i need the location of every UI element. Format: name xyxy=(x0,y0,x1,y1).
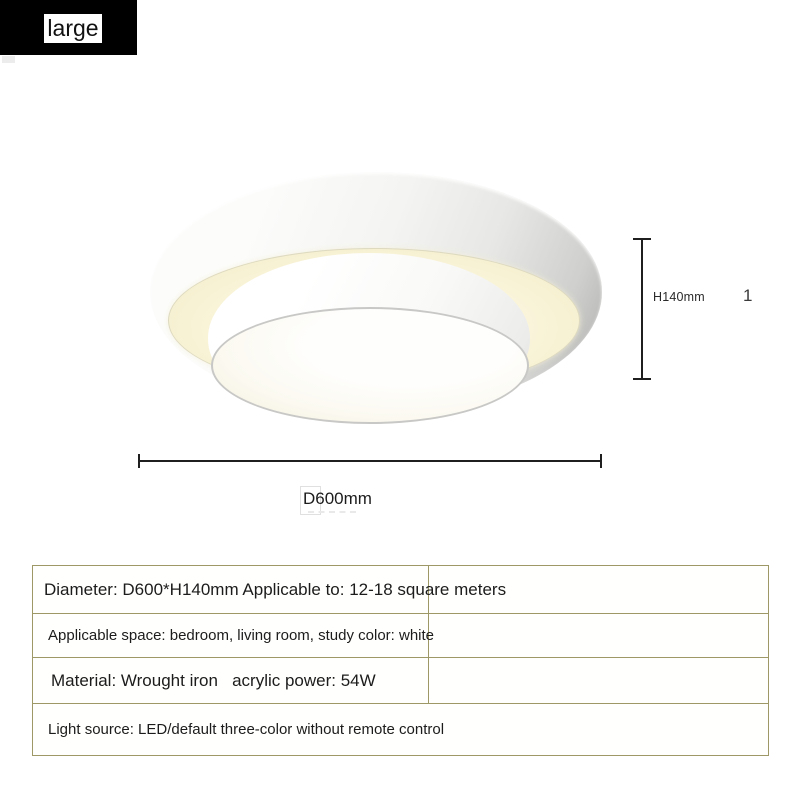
spec-row-text: Diameter: D600*H140mm Applicable to: 12-18 square meters xyxy=(44,579,507,599)
spec-row-diameter xyxy=(33,566,768,614)
spec-row-material xyxy=(33,658,768,704)
height-dim-line xyxy=(641,239,643,379)
spec-table xyxy=(32,565,769,756)
spec-row-text: Light source: LED/default three-color without remote control xyxy=(48,721,445,738)
spec-row-light-source xyxy=(33,704,768,755)
watermark-dashes xyxy=(308,511,356,513)
diameter-dim-cap-right xyxy=(600,454,602,468)
size-tag[interactable] xyxy=(0,0,137,55)
diameter-dim-label: D600mm xyxy=(303,489,372,508)
artifact-patch xyxy=(2,56,15,63)
diameter-dim-line xyxy=(139,460,601,462)
size-tag-label: large xyxy=(44,14,102,43)
product-image xyxy=(148,170,608,430)
height-dim-cap-bottom xyxy=(633,378,651,380)
spec-row-text: Applicable space: bedroom, living room, study color: white xyxy=(48,627,435,644)
spec-row-text: Material: Wrought iron acrylic power: 54W xyxy=(51,670,376,690)
stray-mark: 1 xyxy=(743,286,753,305)
lamp-inner-face xyxy=(211,307,529,424)
spec-row-space xyxy=(33,614,768,658)
height-dim-label: H140mm xyxy=(653,290,705,304)
height-dim-cap-top xyxy=(633,238,651,240)
diameter-dim-cap-left xyxy=(138,454,140,468)
